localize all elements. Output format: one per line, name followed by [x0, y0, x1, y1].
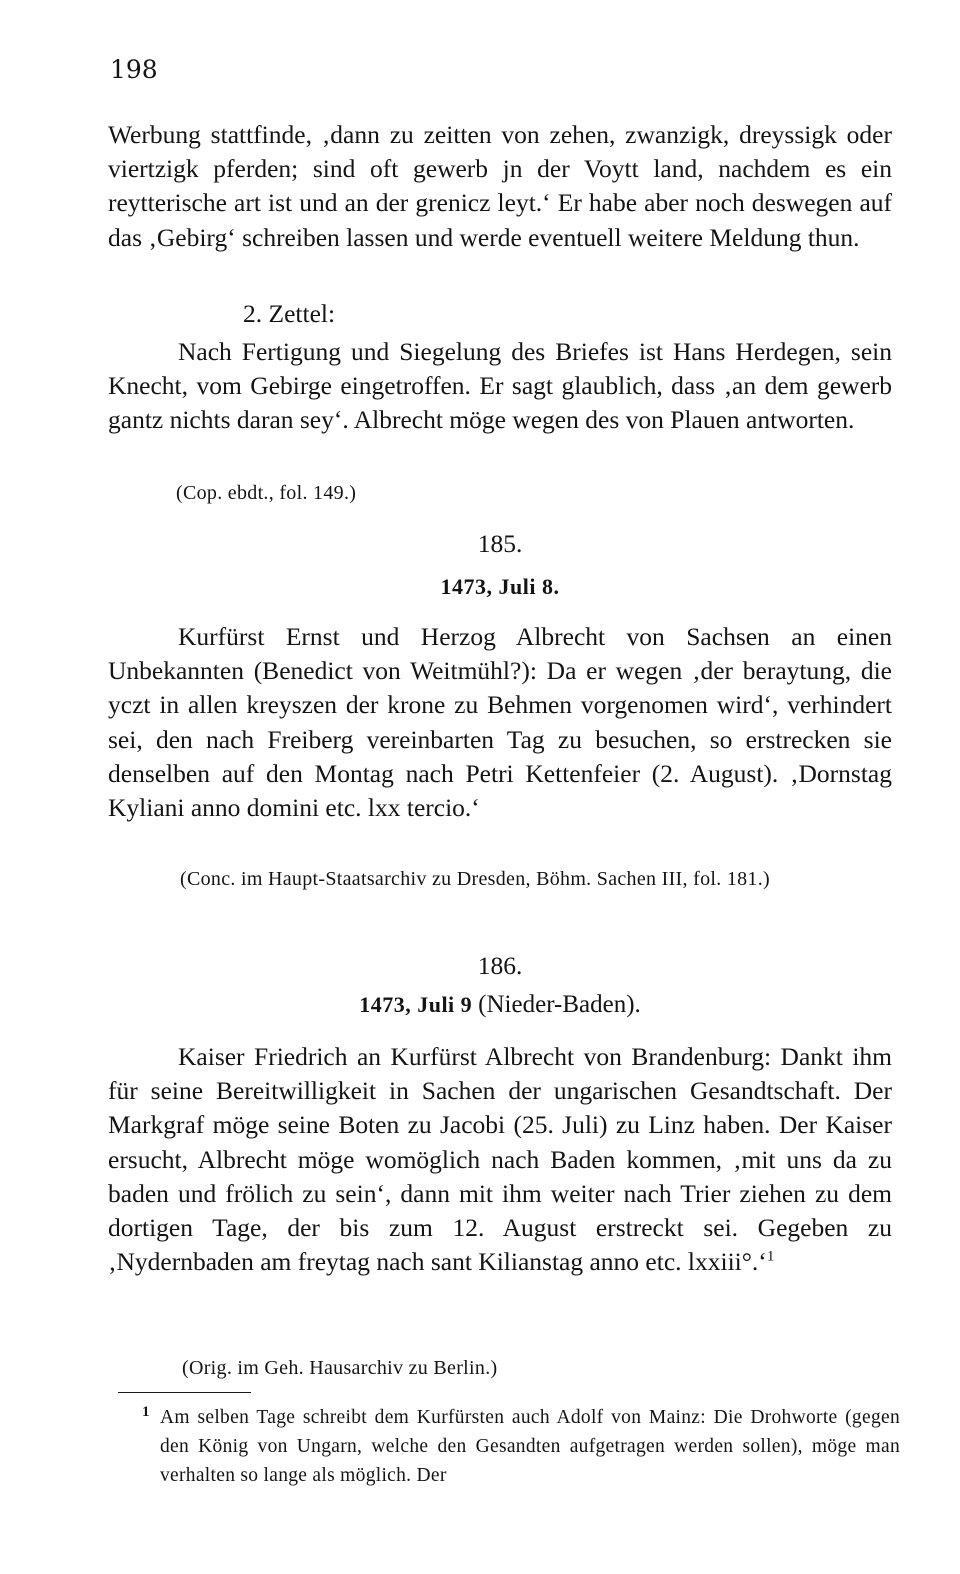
footnote-mark: 1 [142, 1404, 150, 1420]
entry-number-186: 186. [477, 951, 523, 980]
entry-text-block-185 [108, 620, 892, 825]
entry-text-186 [108, 1040, 892, 1279]
footnote-text: Am selben Tage schreibt dem Kurfürsten auch Adolf von Mainz: Die Drohworte (gegen den König von Ungarn, welche den Gesandten aufgetragen werden sollen), möge man verhalten so lange als möglich. Der [160, 1407, 900, 1486]
footnote-reference: 1 [766, 1248, 775, 1265]
footnote-divider [118, 1392, 251, 1393]
entry-place-186: (Nieder-Baden). [478, 991, 641, 1018]
entry-text-185: Kurfürst Ernst und Herzog Albrecht von Sachsen an einen Unbekannten (Benedict von Weitmühl?): Da er wegen ‚der beraytung, die yczt in allen kreyszen der krone zu Behmen vorgenomen wird‘, verhindert sei, den nach Freiberg vereinbarten Tag zu besuchen, so erstrecken sie denselben auf den Montag nach Petri Kettenfeier (2. August). ‚Dornstag Kyliani anno domini etc. lxx tercio.‘ [108, 622, 892, 823]
entry-date-185: 1473, Juli 8. [440, 574, 560, 599]
entry-text-186-body: Kaiser Friedrich an Kurfürst Albrecht von Brandenburg: Dankt ihm für seine Bereitwilligkeit in Sachen der ungarischen Gesandtschaft. Der Markgraf möge seine Boten zu Jacobi (25. Juli) zu Linz haben. Der Kaiser ersucht, Albrecht möge womöglich nach Baden kommen, ‚mit uns da zu baden und frölich zu sein‘, dann mit ihm weiter nach Trier ziehen zu dem dortigen Tage, der bis zum 12. August erstreckt sei. Gegeben zu ‚Nydernbaden am freytag nach sant Kilianstag anno etc. lxxiii°.‘ [108, 1042, 892, 1277]
continuation-paragraph-block [108, 118, 892, 255]
entry-date-186 [0, 990, 960, 1020]
source-citation-184: (Cop. ebdt., fol. 149.) [176, 482, 357, 504]
continuation-paragraph: Werbung stattfinde, ‚dann zu zeitten von zehen, zwanzigk, dreyssigk oder viertzigk pferden; sind oft gewerb jn der Voytt land, nachdem es ein reytterische art ist und an der grenicz leyt.‘ Er habe aber noch deswegen auf das ‚Gebirg‘ schreiben lassen und werde eventuell weitere Meldung thun. [108, 120, 892, 252]
entry-date-186-text: 1473, Juli 9 [359, 992, 473, 1017]
zettel-text: Nach Fertigung und Siegelung des Briefes ist Hans Herdegen, sein Knecht, vom Gebirge eingetroffen. Er sagt glaublich, dass ‚an dem gewerb gantz nichts daran sey‘. Albrecht möge wegen des von Plauen antworten. [108, 337, 892, 435]
entry-number-185: 185. [477, 529, 523, 558]
zettel-text-block [108, 335, 892, 438]
source-citation-186: (Orig. im Geh. Hausarchiv zu Berlin.) [182, 1357, 498, 1379]
source-citation-185: (Conc. im Haupt-Staatsarchiv zu Dresden, Böhm. Sachen III, fol. 181.) [180, 868, 770, 890]
zettel-label: 2. Zettel: [243, 299, 336, 328]
page-number: 198 [110, 55, 158, 84]
entry-text-block-186 [108, 1040, 892, 1279]
